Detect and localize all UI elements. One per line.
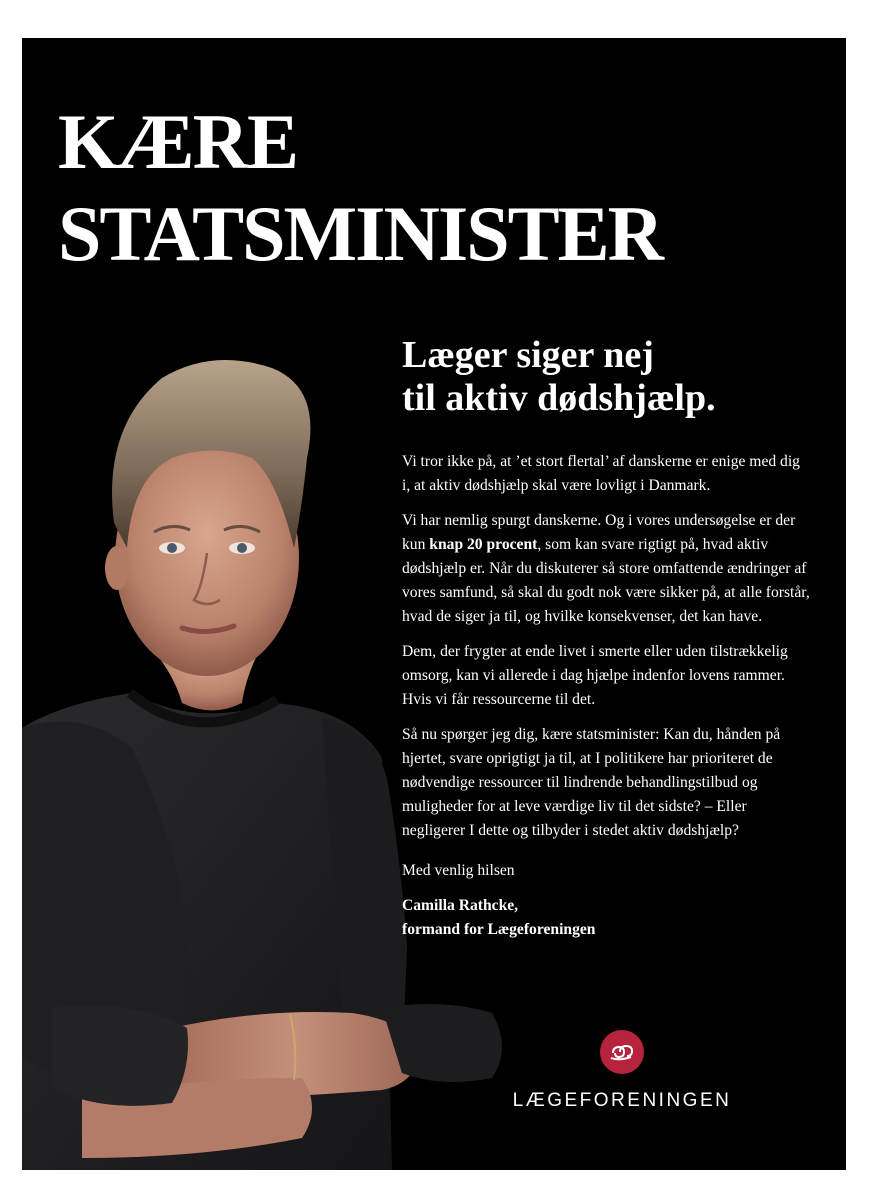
logo-text: LÆGEFORENINGEN xyxy=(512,1090,732,1111)
subheadline xyxy=(402,334,822,420)
laegeforeningen-logo xyxy=(502,1030,742,1112)
letter-body xyxy=(402,450,812,953)
paragraph-4: Så nu spørger jeg dig, kære statsminister: Kan du, hånden på hjertet, svare oprigtigt ja til, at I politikere har prioriteret de nødvendige ressourcer til lindrende behandlingstilbud og muligheder for at leve værdige liv til det sidste? – Eller negligerer I dette og tilbyder i stedet aktiv dødshjælp? xyxy=(402,726,781,839)
signoff: Med venlig hilsen xyxy=(402,862,515,879)
subhead-line-2: til aktiv dødshjælp. xyxy=(402,377,716,419)
advertisement xyxy=(22,38,846,1170)
headline xyxy=(58,96,662,280)
paragraph-3: Dem, der frygter at ende livet i smerte eller uden tilstrækkelig omsorg, kan vi allerede i dag hjælpe indenfor lovens rammer. Hvis vi får ressourcerne til det. xyxy=(402,643,788,708)
signature-name: Camilla Rathcke, xyxy=(402,897,519,914)
signature xyxy=(402,894,812,942)
paragraph-1: Vi tror ikke på, at ’et stort flertal’ af danskerne er enige med dig i, at aktiv dødshjælp skal være lovligt i Danmark. xyxy=(402,453,800,494)
highlight-statistic: knap 20 procent xyxy=(429,536,538,553)
subhead-line-1: Læger siger nej xyxy=(402,334,654,376)
headline-line-2: STATSMINISTER xyxy=(58,190,662,277)
signature-title: formand for Lægeforeningen xyxy=(402,921,596,938)
headline-line-1: KÆRE xyxy=(58,98,298,185)
caduceus-icon xyxy=(600,1030,644,1074)
paragraph-2: Vi har nemlig spurgt danskerne. Og i vores undersøgelse er der kun knap 20 procent, som kan svare rigtigt på, hvad aktiv dødshjælp er. Når du diskuterer så store omfattende ændringer af vores samfund, så skal du godt nok være sikker på, at alle forstår, hvad de siger ja til, og hvilke konsekvenser, det kan have. xyxy=(402,512,810,625)
